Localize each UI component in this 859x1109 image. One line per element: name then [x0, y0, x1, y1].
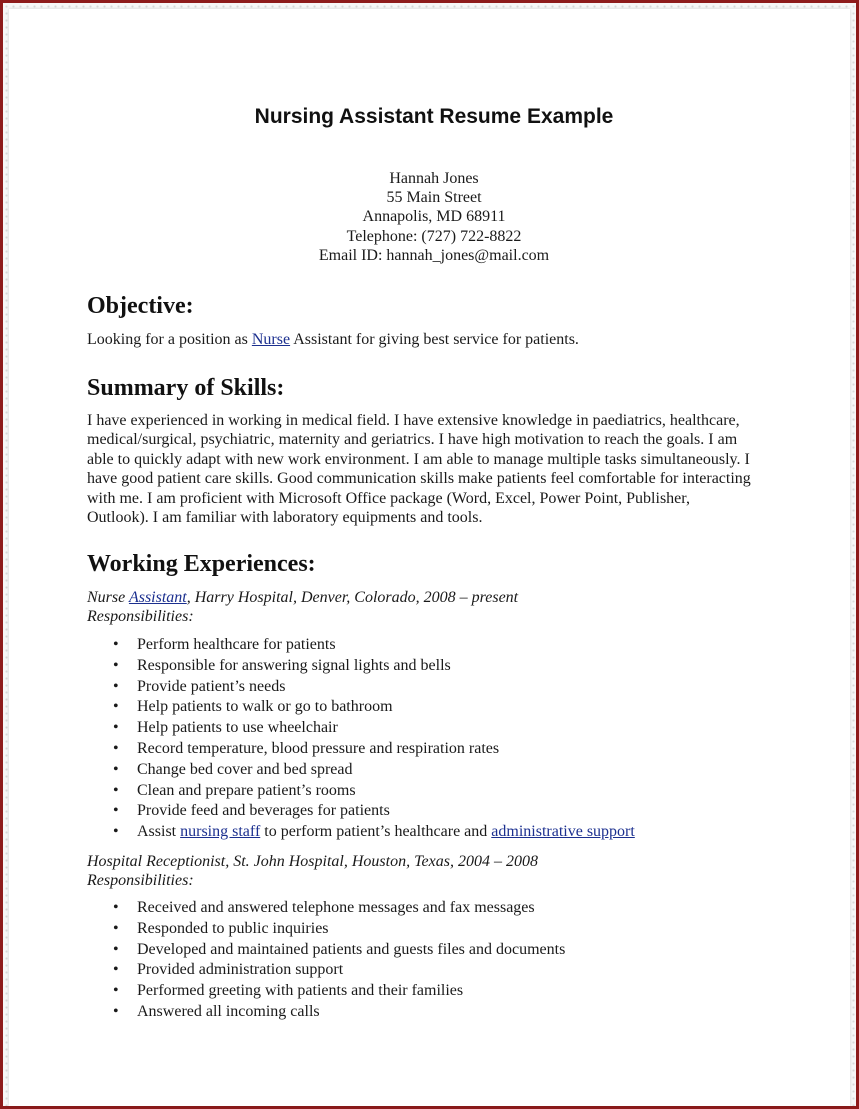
nurse-link[interactable]: Nurse — [251, 331, 291, 348]
skills-line: I have experienced in working in medical field. I have extensive knowledge in paediatrics, healthcare, — [87, 412, 740, 429]
responsibilities-label: Responsibilities: — [87, 608, 194, 625]
document-title: Nursing Assistant Resume Example — [254, 105, 614, 128]
responsibilities-list — [87, 635, 635, 843]
job-title — [87, 588, 787, 607]
objective-text-before: Looking for a position as — [87, 331, 252, 348]
responsibilities-list — [87, 898, 565, 1023]
skills-paragraph — [87, 411, 787, 527]
contact-name: Hannah Jones — [389, 170, 479, 187]
list-item: • Help patients to use wheelchair — [87, 718, 635, 739]
experience-heading: Working Experiences: — [87, 551, 316, 577]
list-item: • Performed greeting with patients and their families — [87, 981, 565, 1002]
assist-text-before: Assist — [137, 823, 181, 841]
skills-line: with me. I am proficient with Microsoft Office package (Word, Excel, Power Point, Publisher, — [87, 489, 690, 507]
objective-text-after: Assistant for giving best service for patients. — [290, 331, 579, 348]
nursing-staff-link[interactable]: nursing staff — [180, 823, 261, 841]
list-item: • Provide patient’s needs — [87, 677, 635, 698]
objective-text — [87, 330, 787, 349]
contact-street: 55 Main Street — [386, 189, 482, 207]
list-item: • Developed and maintained patients and guests files and documents — [87, 940, 565, 961]
job-title-after: , Harry Hospital, Denver, Colorado, 2008 – present — [186, 589, 519, 606]
list-item — [87, 822, 635, 843]
list-item: • Responded to public inquiries — [87, 919, 565, 940]
list-item: • Perform healthcare for patients — [87, 635, 635, 656]
contact-block — [87, 169, 781, 265]
list-item: • Help patients to walk or go to bathroom — [87, 697, 635, 718]
skills-line: able to quickly adapt with new work environment. I am able to manage multiple tasks simultaneously. I — [87, 450, 750, 468]
assistant-link[interactable]: Assistant — [128, 589, 187, 606]
list-item: • Provide feed and beverages for patients — [87, 801, 635, 822]
contact-city: Annapolis, MD 68911 — [362, 208, 506, 226]
skills-line: Outlook). I am familiar with laboratory equipments and tools. — [87, 509, 483, 527]
list-item: • Received and answered telephone messages and fax messages — [87, 898, 565, 919]
list-item: • Provided administration support — [87, 960, 565, 981]
list-item: • Answered all incoming calls — [87, 1002, 565, 1023]
contact-email: Email ID: hannah_jones@mail.com — [318, 246, 550, 264]
skills-line: have good patient care skills. Good communication skills make patients feel comfortable for interacting — [87, 470, 751, 488]
job-title-before: Nurse — [87, 589, 129, 606]
list-item: • Change bed cover and bed spread — [87, 760, 635, 781]
skills-line: medical/surgical, psychiatric, maternity and geriatrics. I have high motivation to reach the goals. I am — [87, 431, 738, 449]
responsibilities-label: Responsibilities: — [87, 872, 194, 889]
list-item: • Clean and prepare patient’s rooms — [87, 781, 635, 802]
contact-telephone: Telephone: (727) 722-8822 — [346, 227, 522, 245]
list-item: • Record temperature, blood pressure and respiration rates — [87, 739, 635, 760]
resume-page — [9, 9, 850, 1106]
skills-heading: Summary of Skills: — [87, 375, 285, 401]
objective-heading: Objective: — [87, 293, 194, 319]
job-title: Hospital Receptionist, St. John Hospital, Houston, Texas, 2004 – 2008 — [87, 853, 538, 870]
assist-text-middle: to perform patient’s healthcare and — [260, 823, 492, 841]
list-item: • Responsible for answering signal lights and bells — [87, 656, 635, 677]
administrative-support-link[interactable]: administrative support — [491, 823, 635, 841]
